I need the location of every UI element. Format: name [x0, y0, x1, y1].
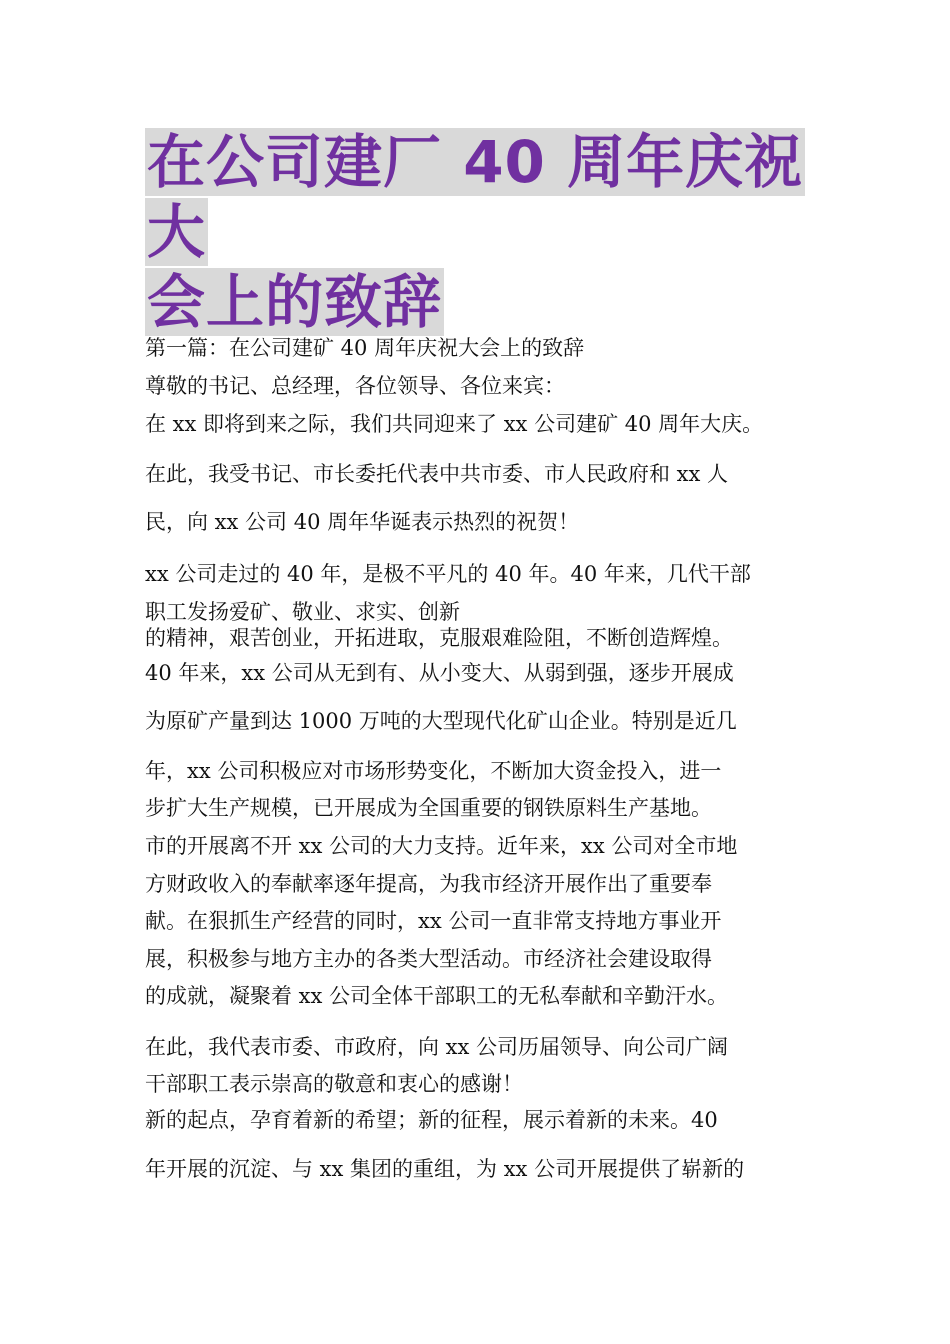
body-line: 市的开展离不开 xx 公司的大力支持。近年来，xx 公司对全市地: [145, 834, 738, 858]
document-title: [145, 127, 825, 337]
body-line: 年，xx 公司积极应对市场形势变化，不断加大资金投入，进一: [145, 759, 722, 783]
body-line: 在 xx 即将到来之际，我们共同迎来了 xx 公司建矿 40 周年大庆。: [145, 412, 764, 436]
body-line: 展，积极参与地方主办的各类大型活动。市经济社会建设取得: [145, 947, 712, 971]
body-line: 职工发扬爱矿、敬业、求实、创新: [145, 600, 460, 624]
body-line: 40 年来，xx 公司从无到有、从小变大、从弱到强，逐步开展成: [145, 661, 734, 685]
body-line: 的精神，艰苦创业，开拓进取，克服艰难险阻，不断创造辉煌。: [145, 626, 733, 650]
body-line: 献。在狠抓生产经营的同时，xx 公司一直非常支持地方事业开: [145, 909, 722, 933]
title-line-2: 会上的致辞: [147, 268, 443, 336]
body-line: 新的起点，孕育着新的希望；新的征程，展示着新的未来。40: [145, 1108, 718, 1132]
title-line-1: 在公司建厂 40 周年庆祝大: [147, 128, 804, 266]
body-line: xx 公司走过的 40 年，是极不平凡的 40 年。40 年来，几代干部: [145, 562, 751, 586]
section-heading: 第一篇：在公司建矿 40 周年庆祝大会上的致辞: [145, 336, 585, 360]
body-line: 干部职工表示崇高的敬意和衷心的感谢！: [145, 1072, 523, 1096]
salutation: 尊敬的书记、总经理，各位领导、各位来宾：: [145, 374, 565, 398]
body-line: 步扩大生产规模，已开展成为全国重要的钢铁原料生产基地。: [145, 796, 712, 820]
body-line: 民，向 xx 公司 40 周年华诞表示热烈的祝贺！: [145, 510, 580, 534]
body-line: 的成就，凝聚着 xx 公司全体干部职工的无私奉献和辛勤汗水。: [145, 984, 729, 1008]
body-line: 在此，我代表市委、市政府，向 xx 公司历届领导、向公司广阔: [145, 1035, 729, 1059]
body-line: 为原矿产量到达 1000 万吨的大型现代化矿山企业。特别是近几: [145, 709, 737, 733]
body-line: 年开展的沉淀、与 xx 集团的重组，为 xx 公司开展提供了崭新的: [145, 1157, 745, 1181]
body-line: 在此，我受书记、市长委托代表中共市委、市人民政府和 xx 人: [145, 462, 729, 486]
body-line: 方财政收入的奉献率逐年提高，为我市经济开展作出了重要奉: [145, 872, 712, 896]
